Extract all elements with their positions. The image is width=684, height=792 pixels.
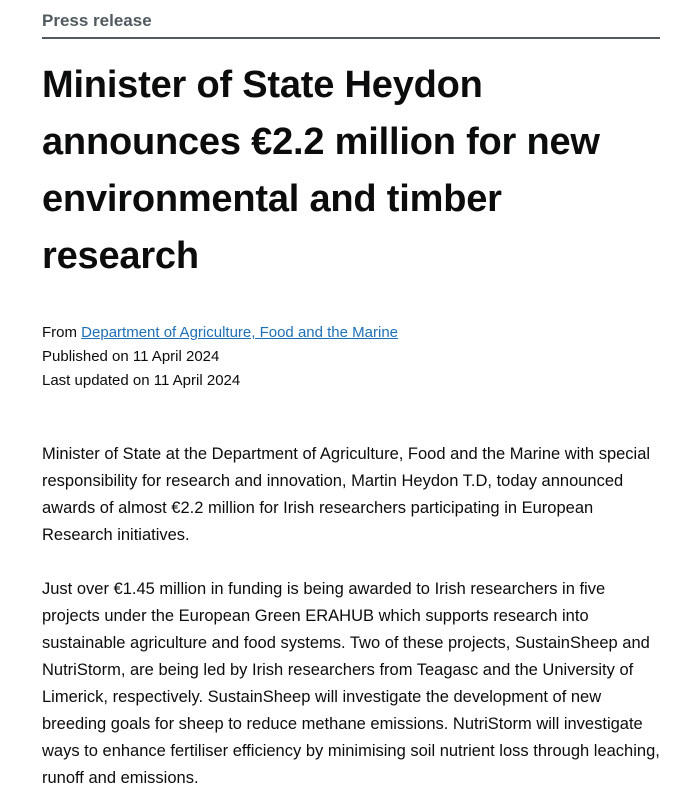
from-label: From (42, 324, 77, 341)
body-paragraph: Just over €1.45 million in funding is being awarded to Irish researchers in five projects under the European Green ERAHUB which supports research into sustainable agriculture and food systems. Two of these projects, SustainSheep and NutriStorm, are being led by Irish researchers from Teagasc and the University of Limerick, respectively. SustainSheep will investigate the development of new breeding goals for sheep to reduce methane emissions. NutriStorm will investigate ways to enhance fertiliser efficiency by minimising soil nutrient loss through leaching, runoff and emissions. (42, 580, 660, 787)
page-title: Minister of State Heydon announces €2.2 million for new environmental and timber research (42, 64, 600, 277)
body-paragraph: Minister of State at the Department of Agriculture, Food and the Marine with special responsibility for research and innovation, Martin Heydon T.D, today announced awards of almost €2.2 million for Irish researchers participating in European Research initiatives. (42, 445, 651, 544)
from-line (42, 321, 660, 345)
metadata-block (42, 321, 660, 393)
published-date: Published on 11 April 2024 (42, 348, 220, 365)
last-updated-date: Last updated on 11 April 2024 (42, 372, 241, 389)
article-body (42, 441, 662, 792)
document-type-label: Press release (42, 0, 660, 39)
department-link[interactable]: Department of Agriculture, Food and the Marine (81, 324, 399, 341)
